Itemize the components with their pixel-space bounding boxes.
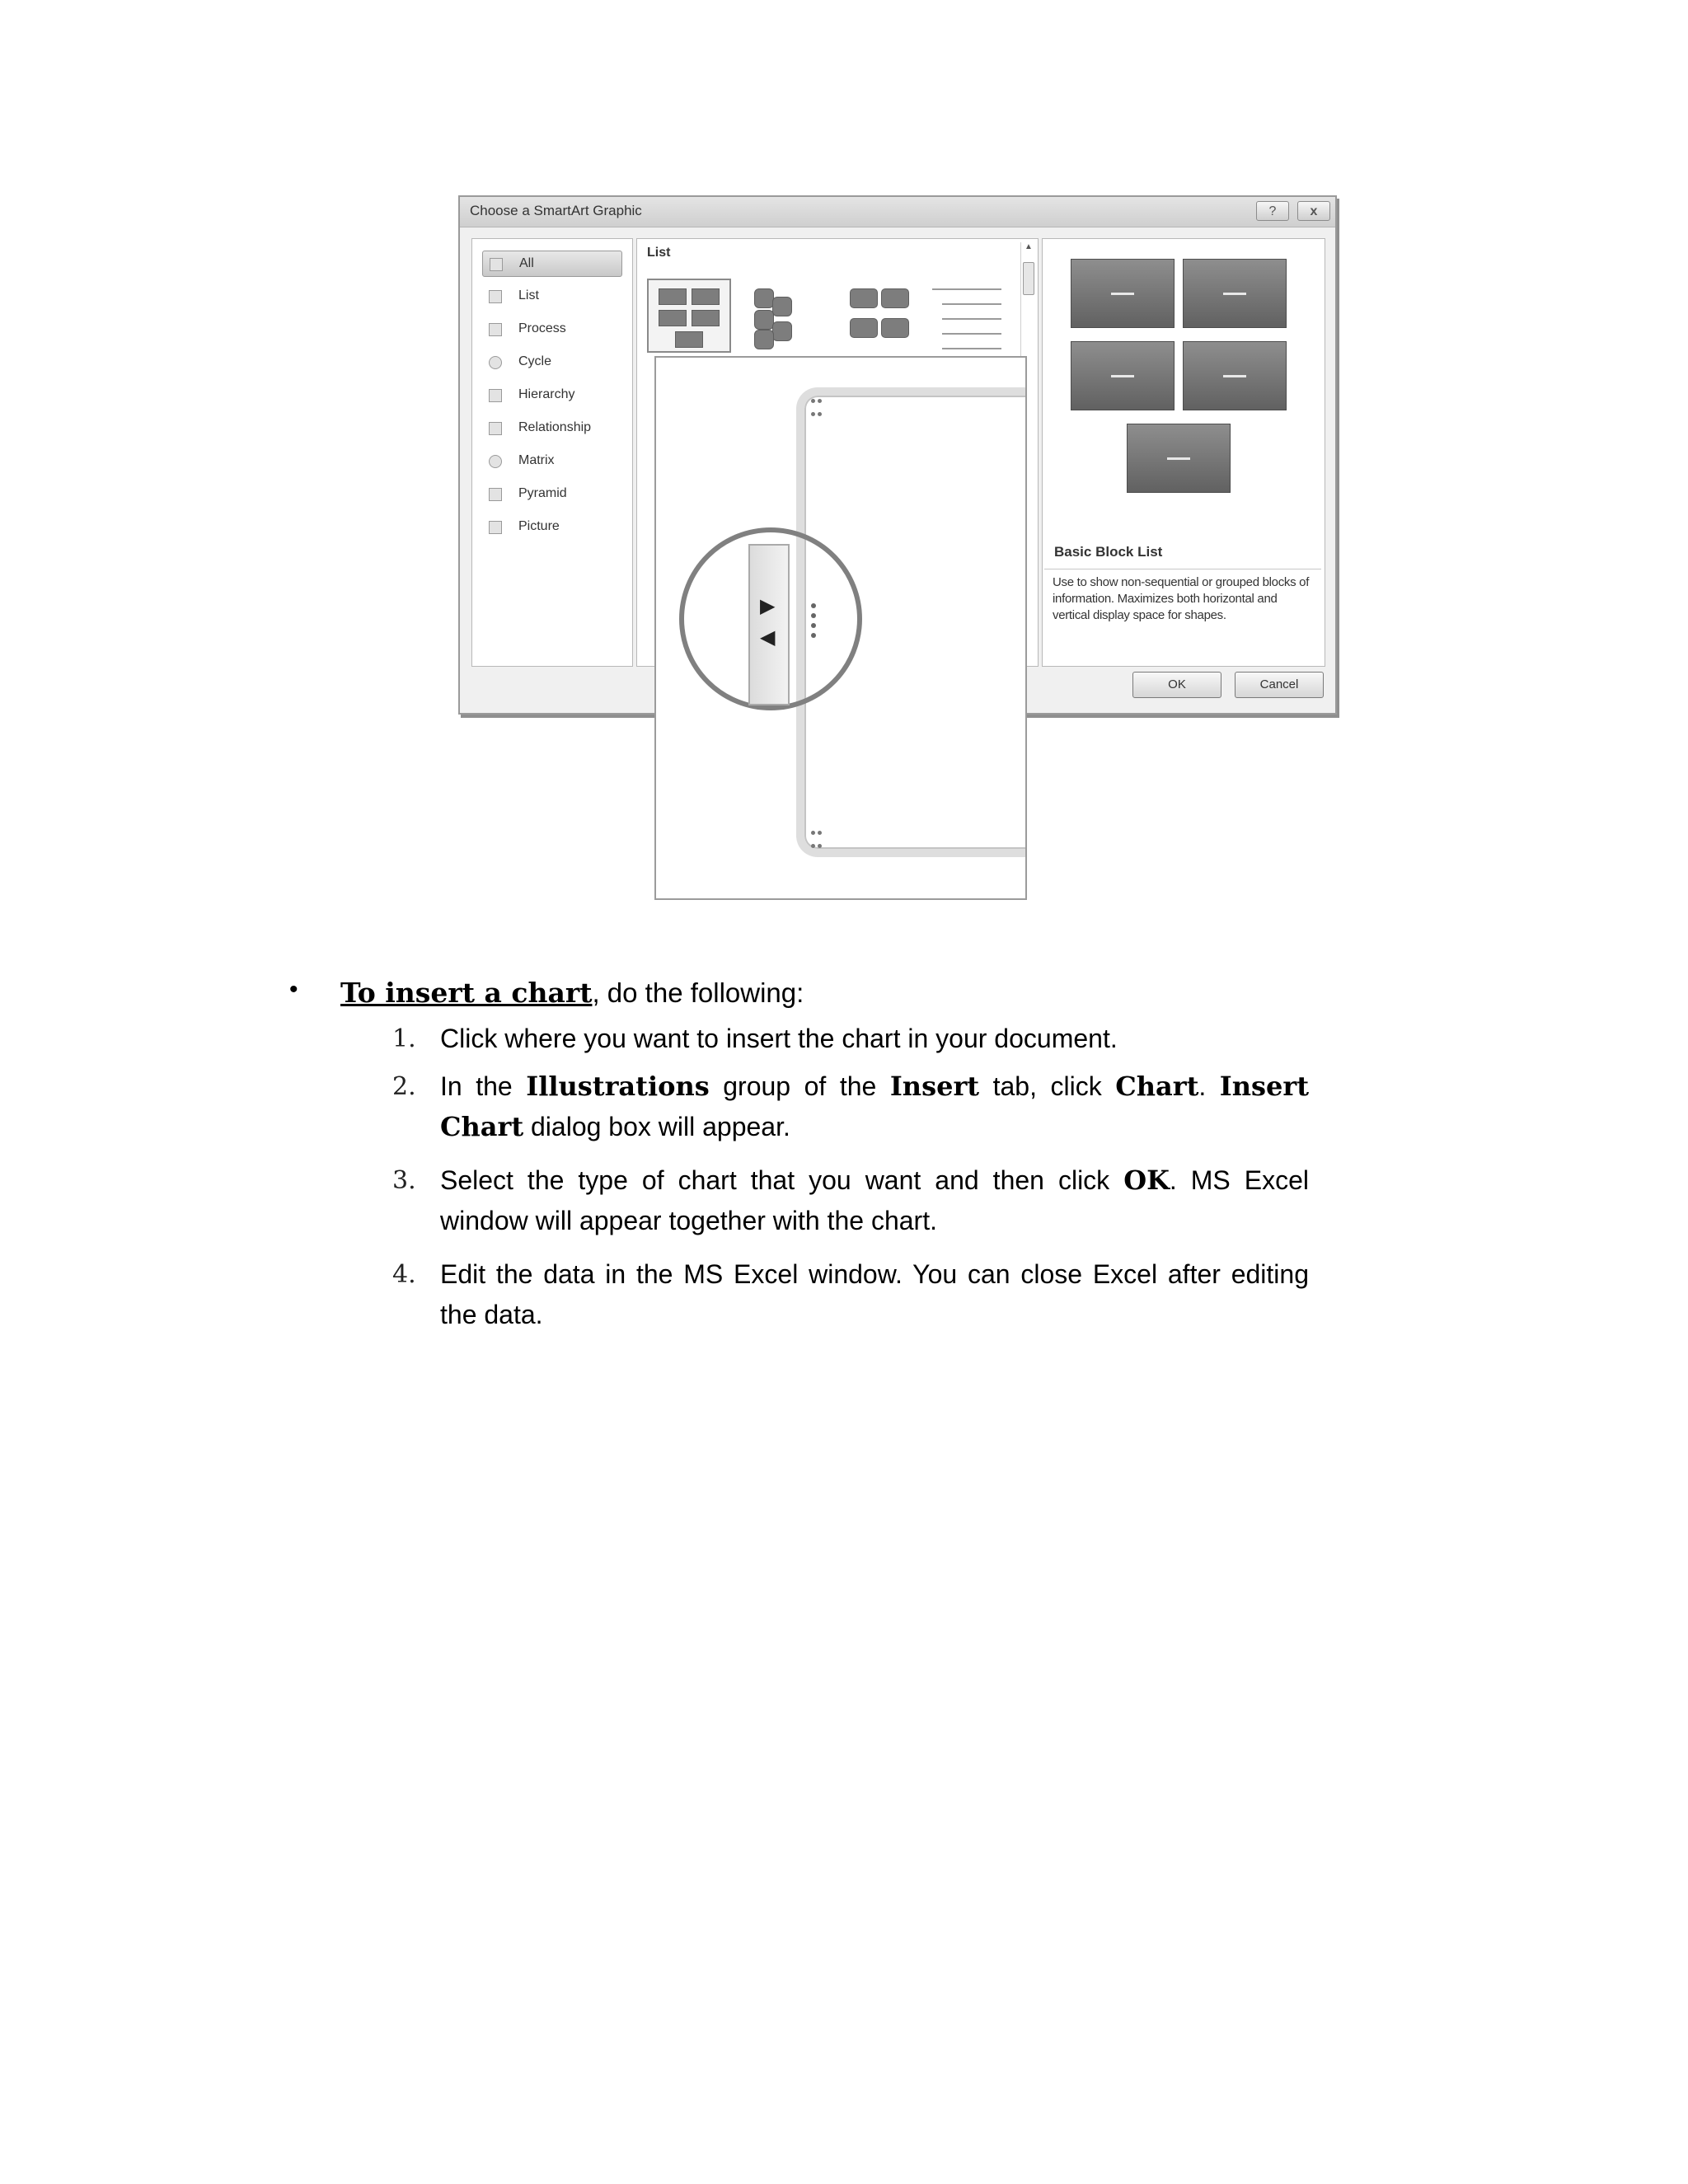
relationship-icon: [489, 422, 502, 435]
category-label: Pyramid: [518, 486, 567, 500]
step-text: Click where you want to insert the chart in your document.: [440, 1024, 1118, 1053]
preview-description: Use to show non-sequential or grouped blocks of information. Maximizes both horizontal and vertical display space for shapes.: [1044, 569, 1321, 663]
step-1: [392, 1019, 1309, 1059]
preview-layout-name: Basic Block List: [1054, 544, 1163, 560]
list-icon: [489, 290, 502, 303]
dialog-title: Choose a SmartArt Graphic: [470, 203, 642, 218]
vertical-grip-dots: [811, 603, 816, 643]
step-number: 1.: [392, 1024, 416, 1053]
step-3: [392, 1160, 1309, 1241]
category-hierarchy[interactable]: [482, 382, 622, 409]
category-pyramid[interactable]: [482, 481, 622, 508]
resize-handle-dots: [811, 412, 823, 419]
process-icon: [489, 323, 502, 336]
category-cycle[interactable]: [482, 349, 622, 376]
text-pane-callout: [654, 356, 1027, 900]
preview-shape: [1183, 259, 1287, 328]
category-picture[interactable]: [482, 514, 622, 541]
category-matrix[interactable]: [482, 448, 622, 475]
layout-lined-list[interactable]: [927, 279, 1011, 353]
step-text: Edit the data in the MS Excel window. You can close Excel after editing the data.: [440, 1259, 1309, 1329]
collapse-arrow-icon: ◀: [760, 626, 776, 649]
close-button[interactable]: [1297, 201, 1330, 221]
cancel-button[interactable]: Cancel: [1235, 672, 1324, 698]
cycle-icon: [489, 356, 502, 369]
step-4: [392, 1254, 1309, 1335]
layout-hexagon-cluster[interactable]: [743, 279, 827, 353]
ok-button[interactable]: OK: [1132, 672, 1221, 698]
category-label: List: [518, 288, 539, 302]
resize-handle-dots: [811, 399, 823, 405]
preview-shape: [1071, 341, 1175, 410]
help-button[interactable]: [1256, 201, 1289, 221]
category-label: All: [519, 256, 534, 270]
scroll-thumb[interactable]: [1023, 262, 1034, 295]
category-process[interactable]: [482, 316, 622, 343]
expand-arrow-icon: ▶: [760, 595, 776, 617]
category-label: Matrix: [518, 453, 555, 467]
hierarchy-icon: [489, 389, 502, 402]
category-list-item[interactable]: [482, 284, 622, 310]
picture-icon: [489, 521, 502, 534]
help-icon: ?: [1268, 204, 1277, 218]
instructions-lead: [340, 974, 804, 1012]
step-2: [392, 1066, 1309, 1147]
resize-handle-dots: [811, 831, 823, 837]
all-icon: [490, 258, 503, 271]
category-label: Cycle: [518, 354, 552, 368]
gallery-title: List: [647, 246, 671, 260]
text-pane-expander[interactable]: [748, 544, 790, 705]
category-label: Process: [518, 321, 566, 335]
category-label: Picture: [518, 519, 560, 533]
preview-shape: [1183, 341, 1287, 410]
preview-panel: [1042, 238, 1325, 667]
category-label: Relationship: [518, 420, 592, 434]
step-number: 2.: [392, 1072, 416, 1101]
bullet: •: [289, 976, 298, 1003]
matrix-icon: [489, 455, 502, 468]
layout-rounded-blocks[interactable]: [838, 279, 922, 353]
category-relationship[interactable]: [482, 415, 622, 442]
scroll-up-icon[interactable]: ▲: [1025, 242, 1033, 251]
step-number: 3.: [392, 1166, 416, 1195]
step-text: Select the type of chart that you want and then click OK. MS Excel window will appear together with the chart.: [440, 1165, 1310, 1235]
lead-text: , do the following:: [592, 977, 804, 1008]
preview-shape: [1071, 259, 1175, 328]
resize-handle-dots: [811, 844, 823, 851]
dialog-titlebar: [460, 197, 1335, 227]
category-label: Hierarchy: [518, 387, 575, 401]
layout-basic-block-list[interactable]: [647, 279, 731, 353]
pyramid-icon: [489, 488, 502, 501]
preview-shape: [1127, 424, 1231, 493]
close-icon: x: [1310, 204, 1318, 218]
category-list: [471, 238, 633, 667]
step-number: 4.: [392, 1260, 416, 1289]
category-all[interactable]: [482, 251, 622, 277]
lead-heading: To insert a chart: [340, 977, 593, 1009]
step-text: In the Illustrations group of the Insert tab, click Chart. Insert Chart dialog box will appear.: [440, 1071, 1310, 1142]
smartart-dialog-figure: [0, 0, 1688, 915]
